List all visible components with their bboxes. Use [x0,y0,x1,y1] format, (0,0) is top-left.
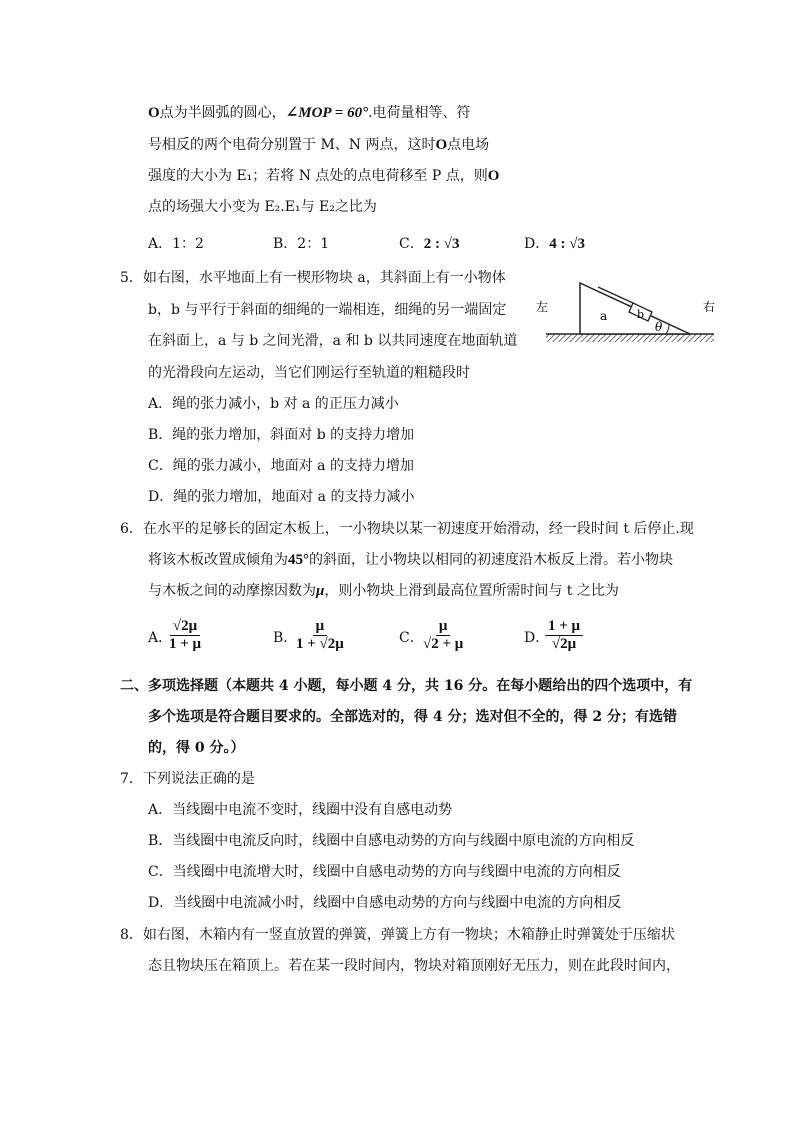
q5-option-b[interactable]: B．绳的张力增加，斜面对 b 的支持力增加 [148,427,415,443]
q6-option-d-letter[interactable]: D． [524,630,550,646]
o-symbol: O [435,137,448,153]
q4-line-4: 点的场强大小变为 E₂.E₁与 E₂之比为 [148,199,377,215]
section2-header-line-3: 的，得 0 分。） [148,740,245,756]
q6-line-1: 6．在水平的足够长的固定木板上，一小物块以某一初速度开始滑动，经一段时间 t 后停止.现 [120,521,694,537]
q6-line-3: 与木板之间的动摩擦因数为μ，则小物块上滑到最高位置所需时间与 t 之比为 [148,583,619,599]
q5-line-1: 5．如右图，水平地面上有一楔形物块 a，其斜面上有一小物体 [120,270,506,286]
label-left: 左 [536,300,549,314]
q6-option-c-fraction: $\frac{\mu}{√2 + \mu}$ [423,618,464,652]
q6-option-a-letter[interactable]: A． [148,630,173,646]
label-b: b [637,308,645,321]
q6-option-b-fraction: $\frac{\mu}{1 + √2\mu}$ [296,618,344,652]
q5-option-a[interactable]: A．绳的张力减小，b 对 a 的正压力减小 [148,396,399,412]
label-a: a [600,309,608,323]
label-right: 右 [703,300,716,314]
q4-option-d[interactable]: D．4 : √3 [524,236,585,252]
q5-line-3: 在斜面上，a 与 b 之间光滑，a 和 b 以共同速度在地面轨道 [148,333,518,349]
q5-option-c[interactable]: C．绳的张力减小，地面对 a 的支持力增加 [148,458,414,474]
q5-line-4: 的光滑段向左运动，当它们刚运行至轨道的粗糙段时 [148,365,470,381]
q4-line-1: O点为半圆弧的圆心，∠MOP = 60°.电荷量相等、符 [148,105,471,121]
section2-header-line-2: 多个选项是符合题目要求的。全部选对的，得 4 分；选对但不全的，得 2 分；有选错 [148,709,677,725]
q8-line-1: 8．如右图，木箱内有一竖直放置的弹簧，弹簧上方有一物块；木箱静止时弹簧处于压缩状 [120,927,675,943]
q6-option-d-fraction: $\frac{1 + \mu}{√2\mu}$ [545,618,583,653]
q4-option-b[interactable]: B．2：1 [273,236,330,252]
q8-line-2: 态且物块压在箱顶上。若在某一段时间内，物块对箱顶刚好无压力，则在此段时间内， [148,958,680,974]
q6-option-a-fraction: $\frac{√2\mu}{1 + \mu}$ [169,618,202,652]
q6-option-c-letter[interactable]: C． [399,630,424,646]
angle-expression: ∠MOP = 60° [285,105,369,121]
angle-45: 45° [288,552,309,568]
q4-option-a[interactable]: A．1：2 [148,236,204,252]
q4-line-3: 强度的大小为 E₁；若将 N 点处的点电荷移至 P 点，则O [148,168,500,184]
wedge-figure [538,277,718,352]
q4-option-c[interactable]: C．2 : √3 [399,236,460,252]
q6-option-b-letter[interactable]: B． [273,630,298,646]
q5-line-2: b，b 与平行于斜面的细绳的一端相连，细绳的另一端固定 [148,302,507,318]
q6-line-2: 将该木板改置成倾角为45°的斜面，让小物块以相同的初速度沿木板反上滑。若小物块 [148,552,673,568]
q7-option-c[interactable]: C．当线圈中电流增大时，线圈中自感电动势的方向与线圈中电流的方向相反 [148,864,621,880]
ground-hatch [546,334,714,342]
o-symbol: O [148,105,160,121]
section2-header-line-1: 二、多项选择题（本题共 4 小题，每小题 4 分，共 16 分。在每小题给出的四个选项中，有 [120,678,693,694]
o-symbol: O [487,168,500,184]
q4-line-2: 号相反的两个电荷分别置于 M、N 两点，这时O点电场 [148,137,490,153]
q7-option-d[interactable]: D．当线圈中电流减小时，线圈中自感电动势的方向与线圈中电流的方向相反 [148,895,622,911]
q7-title: 7．下列说法正确的是 [120,771,255,787]
q7-option-b[interactable]: B．当线圈中电流反向时，线圈中自感电动势的方向与线圈中原电流的方向相反 [148,833,635,849]
q7-option-a[interactable]: A．当线圈中电流不变时，线圈中没有自感电动势 [148,802,453,818]
label-theta: θ [655,320,663,334]
q5-option-d[interactable]: D．绳的张力增加，地面对 a 的支持力减小 [148,489,415,505]
mu-symbol: μ [316,583,325,599]
